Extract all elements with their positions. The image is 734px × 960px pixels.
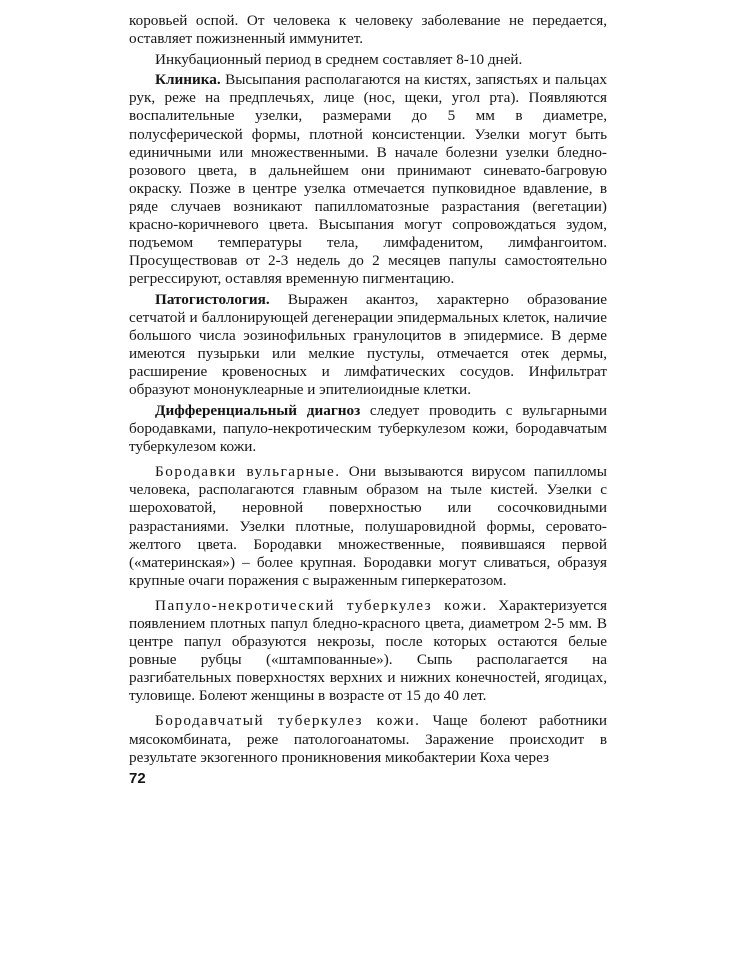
paragraph-text: Чаще болеют работники мясокомбината, реже патологоанатомы. Заражение происходит в результате экзогенного проникновения микобактерии Коха через [129,712,608,766]
page-number: 72 [129,770,146,787]
paragraph-text: Инкубационный период в среднем составляет 8-10 дней. [155,50,523,68]
paragraph-text: коровьей оспой. От человека к человеку заболевание не передается, оставляет пожизненный иммунитет. [129,12,607,48]
section-heading: Дифференциальный диагноз [155,401,361,419]
subsection-heading: Папуло-некротический туберкулез кожи. [155,596,488,614]
section-heading: Клиника. [155,71,221,89]
subsection-heading: Бородавки вульгарные. [155,463,341,481]
paragraph-text: Выражен акантоз, характерно образование сетчатой и баллонирующей дегенерации эпидермальных клеток, наличие большого числа эозинофильных гранулоцитов в эпидермисе. В дерме имеются пузырьки или мелкие пустулы, отмечается отек дермы, расширение кровеносных и лимфатических сосудов. Инфильтрат образуют мононуклеарные и эпителиоидные клетки. [129,290,607,399]
paragraph-papulonecrotic [129,597,607,706]
page-body [129,12,607,769]
paragraph-warts [129,463,607,590]
paragraph-clinic [129,71,607,288]
section-heading: Патогистология. [155,290,270,308]
paragraph-text: Они вызываются вирусом папилломы человека, располагаются главным образом на тыле кистей. Узелки с шероховатой, неровной поверхностью или сосочковидными разрастаниями. Узелки плотные, полушаровидной формы, серовато-желтого цвета. Бородавки множественные, появившаяся первой («материнская») – более крупная. Бородавки могут сливаться, образуя крупные очаги поражения с выраженным гиперкератозом. [129,463,607,589]
paragraph-incubation [129,51,607,69]
subsection-heading: Бородавчатый туберкулез кожи. [155,712,421,730]
paragraph-differential [129,402,607,456]
paragraph-text: следует проводить с вульгарными бородавками, папуло-некротическим туберкулезом кожи, бородавчатым туберкулезом кожи. [129,401,607,456]
paragraph-pathohistology [129,291,607,400]
paragraph-verrucous [129,712,607,766]
paragraph-intro [129,12,607,48]
paragraph-text: Характеризуется появлением плотных папул бледно-красного цвета, диаметром 2-5 мм. В центре папул образуются некрозы, после которых остаются белые ровные рубцы («штампованные»). Сыпь располагается на разгибательных поверхностях верхних и нижних конечностей, ягодицах, туловище. Болеют женщины в возрасте от 15 до 40 лет. [129,596,607,705]
paragraph-text: Высыпания располагаются на кистях, запястьях и пальцах рук, реже на предплечьях, лице (нос, щеки, угол рта). Появляются воспалительные узелки, размерами до 5 мм в диаметре, полусферической формы, плотной консистенции. Узелки могут быть единичными или множественными. В начале болезни узелки бледно-розового цвета, в дальнейшем они принимают синевато-багровую окраску. Позже в центре узелка отмечается пупковидное вдавление, в ряде случаев возникают папилломатозные разрастания (вегетации) красно-коричневого цвета. Высыпания могут сопровождаться зудом, подъемом температуры тела, лимфаденитом, лимфангоитом. Просуществовав от 2-3 недель до 2 месяцев папулы самостоятельно регрессируют, оставляя временную пигментацию. [129,71,607,288]
